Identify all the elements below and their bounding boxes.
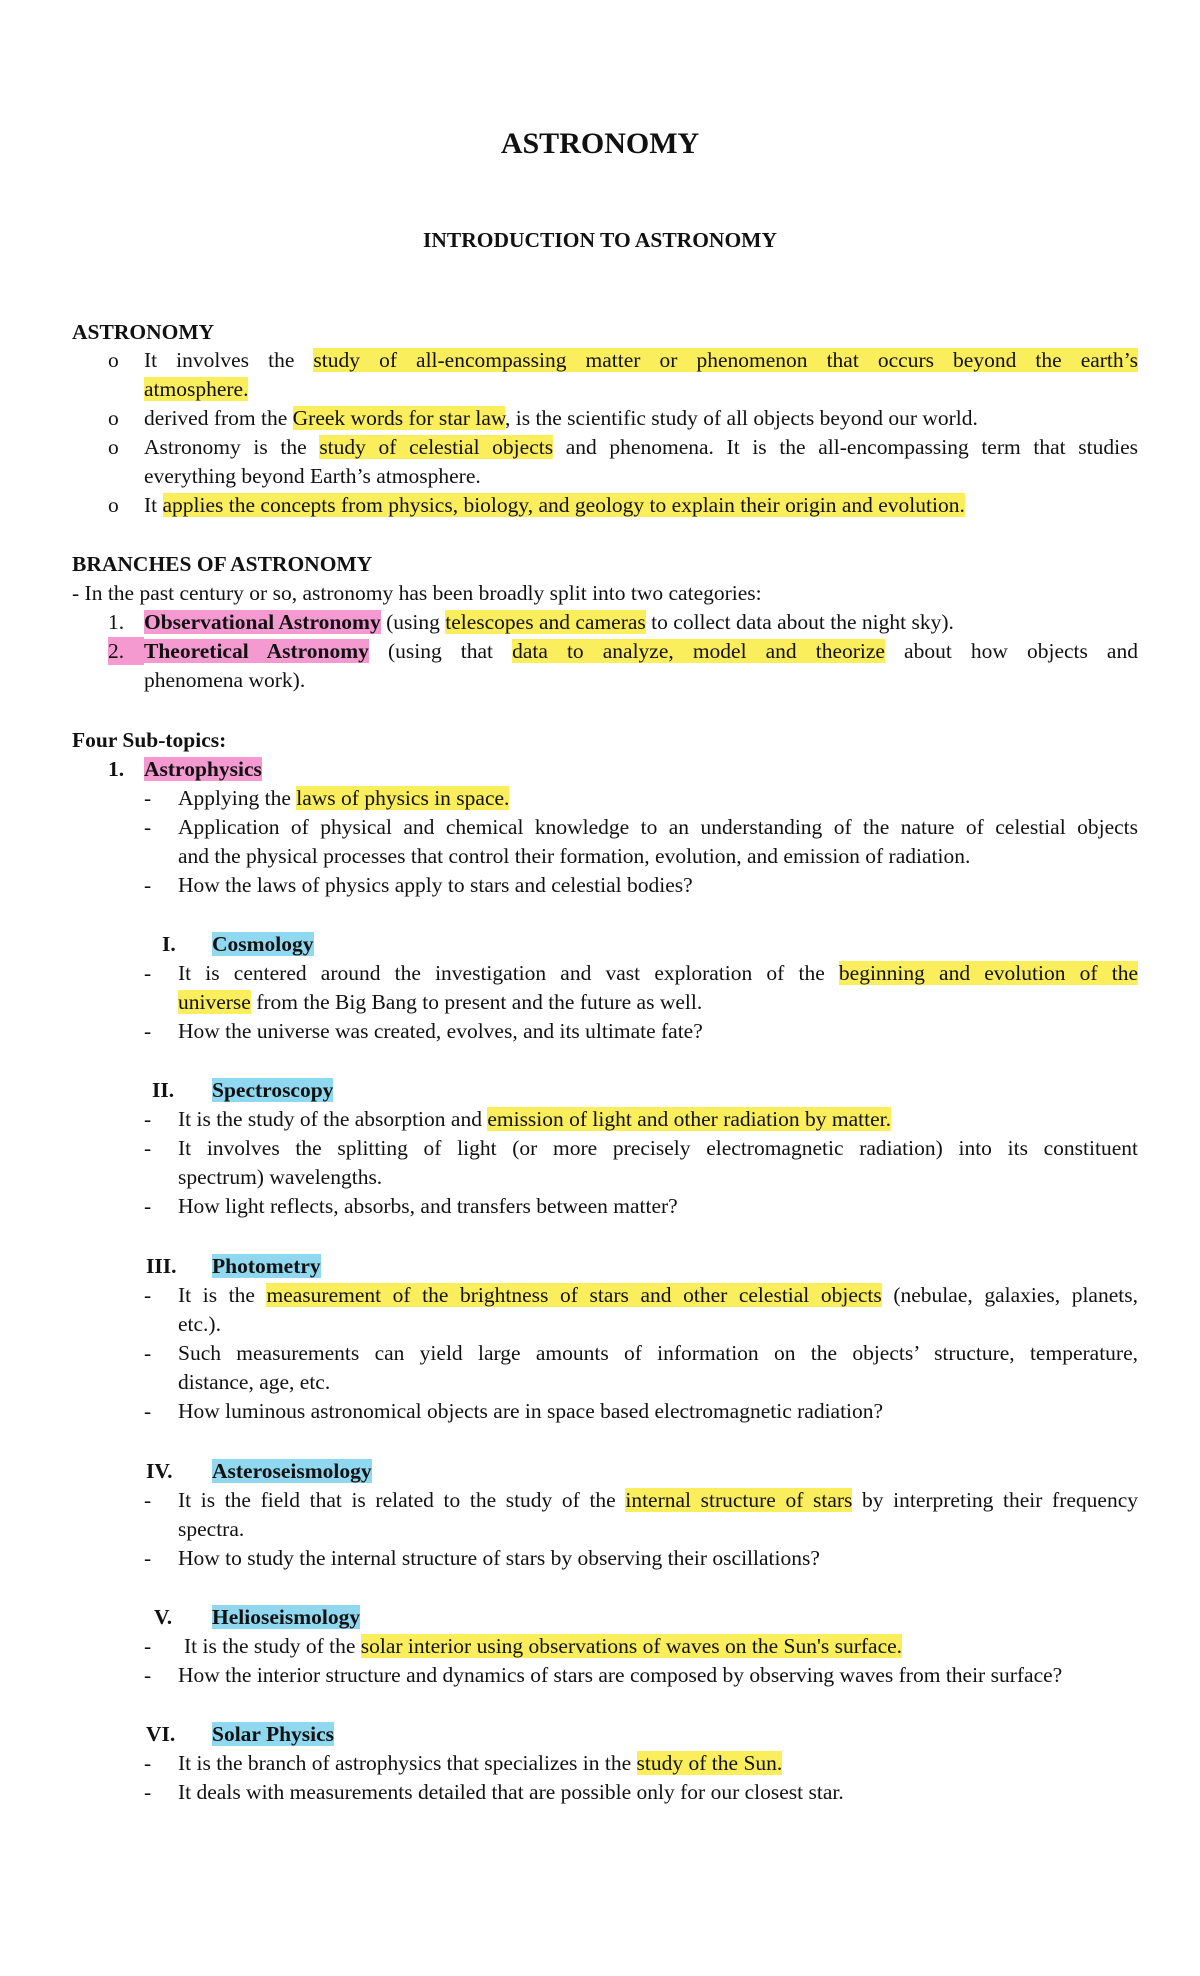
astrophysics-desc-3: How the laws of physics apply to stars and celestial bodies? bbox=[178, 873, 693, 897]
bullet-marker: o bbox=[108, 348, 119, 372]
page-title: ASTRONOMY bbox=[500, 127, 700, 160]
dash-marker: - bbox=[144, 1399, 152, 1423]
cosmology-desc-1: It is centered around the investigation and vast exploration of the beginning and evolution of the bbox=[178, 961, 1138, 985]
asteroseismology-desc-1: It is the field that is related to the study of the internal structure of stars by interpreting their frequency bbox=[178, 1488, 1138, 1512]
bullet-marker: o bbox=[108, 406, 119, 430]
intro-bullet-4: It applies the concepts from physics, biology, and geology to explain their origin and evolution. bbox=[144, 493, 965, 517]
intro-bullet-3: Astronomy is the study of celestial objects and phenomena. It is the all-encompassing term that studies bbox=[144, 435, 1138, 459]
spectroscopy-desc-1: It is the study of the absorption and emission of light and other radiation by matter. bbox=[178, 1107, 891, 1131]
roman-numeral: I. bbox=[162, 932, 176, 956]
roman-numeral: II. bbox=[152, 1078, 175, 1102]
dash-marker: - bbox=[144, 1663, 152, 1687]
photometry-desc-1: It is the measurement of the brightness of stars and other celestial objects (nebulae, galaxies, planets, bbox=[178, 1283, 1138, 1307]
photometry-desc-1-cont: etc.). bbox=[178, 1312, 221, 1336]
branch-item-observational: Observational Astronomy (using telescopes and cameras to collect data about the night sky). bbox=[144, 610, 954, 634]
photometry-desc-2-cont: distance, age, etc. bbox=[178, 1370, 331, 1394]
intro-bullet-1: It involves the study of all-encompassing matter or phenomenon that occurs beyond the earth’s bbox=[144, 348, 1138, 372]
dash-marker: - bbox=[144, 873, 152, 897]
dash-marker: - bbox=[144, 1107, 152, 1131]
list-number: 2. bbox=[108, 637, 144, 665]
subtopic-asteroseismology: Asteroseismology bbox=[212, 1459, 372, 1483]
photometry-desc-3: How luminous astronomical objects are in space based electromagnetic radiation? bbox=[178, 1399, 884, 1423]
dash-marker: - bbox=[144, 1634, 152, 1658]
asteroseismology-desc-1-cont: spectra. bbox=[178, 1517, 245, 1541]
subtopic-helioseismology: Helioseismology bbox=[212, 1605, 361, 1629]
dash-marker: - bbox=[144, 1341, 152, 1365]
solar-physics-desc-2: It deals with measurements detailed that are possible only for our closest star. bbox=[178, 1780, 844, 1804]
page-subtitle: INTRODUCTION TO ASTRONOMY bbox=[422, 228, 777, 252]
bullet-marker: o bbox=[108, 435, 119, 459]
subtopic-photometry: Photometry bbox=[212, 1254, 321, 1278]
subtopic-solar-physics: Solar Physics bbox=[212, 1722, 335, 1746]
subtopic-cosmology: Cosmology bbox=[212, 932, 314, 956]
bullet-marker: o bbox=[108, 493, 119, 517]
list-number: 1. bbox=[108, 610, 125, 634]
roman-numeral: IV. bbox=[146, 1459, 173, 1483]
roman-numeral: V. bbox=[154, 1605, 173, 1629]
helioseismology-desc-1: It is the study of the solar interior using observations of waves on the Sun's surface. bbox=[184, 1634, 903, 1658]
asteroseismology-desc-2: How to study the internal structure of stars by observing their oscillations? bbox=[178, 1546, 820, 1570]
dash-marker: - bbox=[144, 1019, 152, 1043]
intro-bullet-3-cont: everything beyond Earth’s atmosphere. bbox=[144, 464, 481, 488]
dash-marker: - bbox=[144, 1136, 152, 1160]
branch-item-theoretical-cont: phenomena work). bbox=[144, 668, 306, 692]
dash-marker: - bbox=[144, 1194, 152, 1218]
solar-physics-desc-1: It is the branch of astrophysics that specializes in the study of the Sun. bbox=[178, 1751, 783, 1775]
cosmology-desc-2: How the universe was created, evolves, and its ultimate fate? bbox=[178, 1019, 703, 1043]
dash-marker: - bbox=[144, 1546, 152, 1570]
dash-marker: - bbox=[144, 1488, 152, 1512]
section-heading-subtopics: Four Sub-topics: bbox=[72, 728, 227, 752]
intro-bullet-2: derived from the Greek words for star law, is the scientific study of all objects beyond our world. bbox=[144, 406, 978, 430]
subtopic-astrophysics: Astrophysics bbox=[144, 757, 262, 781]
section-heading-branches: BRANCHES OF ASTRONOMY bbox=[72, 552, 373, 576]
astrophysics-desc-2-cont: and the physical processes that control their formation, evolution, and emission of radiation. bbox=[178, 844, 971, 868]
dash-marker: - bbox=[144, 961, 152, 985]
dash-marker: - bbox=[144, 815, 152, 839]
roman-numeral: VI. bbox=[146, 1722, 176, 1746]
spectroscopy-desc-2-cont: spectrum) wavelengths. bbox=[178, 1165, 383, 1189]
list-number: 1. bbox=[108, 757, 125, 781]
intro-bullet-1-cont: atmosphere. bbox=[144, 377, 249, 401]
subtopic-spectroscopy: Spectroscopy bbox=[212, 1078, 334, 1102]
spectroscopy-desc-2: It involves the splitting of light (or more precisely electromagnetic radiation) into its constituent bbox=[178, 1136, 1138, 1160]
spectroscopy-desc-3: How light reflects, absorbs, and transfers between matter? bbox=[178, 1194, 678, 1218]
dash-marker: - bbox=[144, 786, 152, 810]
roman-numeral: III. bbox=[146, 1254, 177, 1278]
dash-marker: - bbox=[144, 1780, 152, 1804]
branch-item-theoretical: Theoretical Astronomy (using that data to analyze, model and theorize about how objects and bbox=[144, 639, 1138, 663]
dash-marker: - bbox=[144, 1751, 152, 1775]
section-heading-astronomy: ASTRONOMY bbox=[72, 320, 215, 344]
helioseismology-desc-2: How the interior structure and dynamics of stars are composed by observing waves from their surface? bbox=[178, 1663, 1063, 1687]
astrophysics-desc-1: Applying the laws of physics in space. bbox=[178, 786, 510, 810]
photometry-desc-2: Such measurements can yield large amounts of information on the objects’ structure, temperature, bbox=[178, 1341, 1138, 1365]
dash-marker: - bbox=[144, 1283, 152, 1307]
cosmology-desc-1-cont: universe from the Big Bang to present and the future as well. bbox=[178, 990, 703, 1014]
branches-lead: - In the past century or so, astronomy has been broadly split into two categories: bbox=[72, 581, 762, 605]
astrophysics-desc-2: Application of physical and chemical knowledge to an understanding of the nature of celestial objects bbox=[178, 815, 1138, 839]
